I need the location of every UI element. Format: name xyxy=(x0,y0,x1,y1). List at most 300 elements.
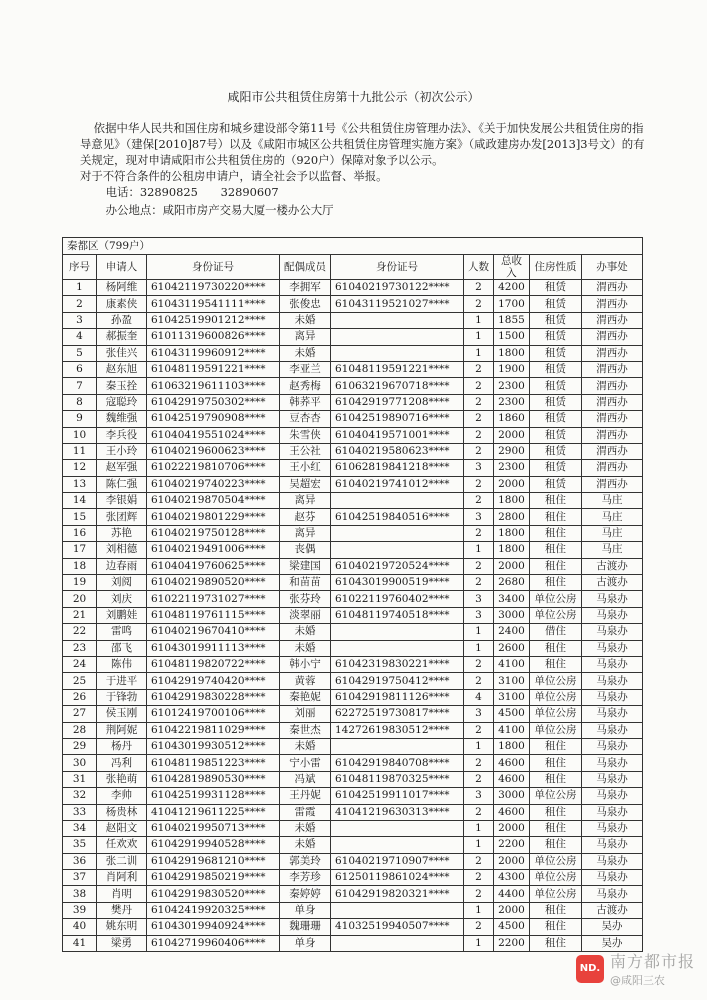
cell-seq: 19 xyxy=(63,575,97,591)
cell-seq: 9 xyxy=(63,411,97,427)
cell-housing-type: 单位公房 xyxy=(530,853,582,869)
cell-id-number: 61042419920325**** xyxy=(147,902,280,918)
cell-spouse: 赵芬 xyxy=(280,509,331,525)
cell-office: 马泉办 xyxy=(582,837,643,853)
cell-persons: 3 xyxy=(464,788,494,804)
cell-spouse: 离异 xyxy=(280,329,331,345)
cell-persons: 1 xyxy=(464,738,494,754)
cell-spouse: 刘丽 xyxy=(280,706,331,722)
cell-housing-type: 租住 xyxy=(530,558,582,574)
cell-spouse-id xyxy=(331,640,464,656)
cell-id-number: 61042919830228**** xyxy=(147,689,280,705)
cell-spouse: 梁建国 xyxy=(280,558,331,574)
cell-income: 1900 xyxy=(494,361,530,377)
cell-office: 渭西办 xyxy=(582,345,643,361)
cell-seq: 40 xyxy=(63,919,97,935)
cell-seq: 28 xyxy=(63,722,97,738)
cell-housing-type: 租赁 xyxy=(530,394,582,410)
cell-persons: 2 xyxy=(464,443,494,459)
district-label: 秦都区（799户） xyxy=(63,238,643,255)
cell-spouse-id: 61063219670718**** xyxy=(331,378,464,394)
cell-id-number: 61042719960406**** xyxy=(147,935,280,951)
cell-spouse: 冯斌 xyxy=(280,771,331,787)
cell-spouse: 未婚 xyxy=(280,312,331,328)
cell-persons: 1 xyxy=(464,624,494,640)
intro-paragraph: 依据中华人民共和国住房和城乡建设部令第11号《公共租赁住房管理办法》、《关于加快发展公共租赁住房的指导意见》（建保[2010]87号）以及《咸阳市城区公共租赁住房管理实施方案》（咸政建房办发[2013]3号文）的有关规定，现对申请咸阳市公共租赁住房的（920户）保障对象予以公示。 xyxy=(80,121,645,167)
cell-persons: 2 xyxy=(464,394,494,410)
cell-spouse-id xyxy=(331,820,464,836)
cell-housing-type: 租住 xyxy=(530,771,582,787)
table-row xyxy=(63,689,643,705)
cell-persons: 1 xyxy=(464,935,494,951)
cell-applicant: 侯玉刚 xyxy=(97,706,147,722)
cell-income: 4300 xyxy=(494,870,530,886)
cell-seq: 34 xyxy=(63,820,97,836)
cell-id-number: 61040219491006**** xyxy=(147,542,280,558)
cell-applicant: 张佳兴 xyxy=(97,345,147,361)
cell-applicant: 于锋勃 xyxy=(97,689,147,705)
cell-persons: 2 xyxy=(464,804,494,820)
cell-id-number: 61043019930512**** xyxy=(147,738,280,754)
cell-spouse-id: 61040419571001**** xyxy=(331,427,464,443)
cell-seq: 33 xyxy=(63,804,97,820)
table-row xyxy=(63,280,643,296)
intro-block xyxy=(80,120,650,218)
cell-housing-type: 租赁 xyxy=(530,296,582,312)
cell-spouse: 离异 xyxy=(280,493,331,509)
table-row xyxy=(63,591,643,607)
cell-spouse: 郭美玲 xyxy=(280,853,331,869)
cell-applicant: 郝振奎 xyxy=(97,329,147,345)
cell-applicant: 刘庆 xyxy=(97,591,147,607)
cell-spouse: 李亚兰 xyxy=(280,361,331,377)
cell-id-number: 61040219801229**** xyxy=(147,509,280,525)
cell-applicant: 邵飞 xyxy=(97,640,147,656)
cell-spouse: 未婚 xyxy=(280,738,331,754)
cell-seq: 3 xyxy=(63,312,97,328)
cell-applicant: 李帅 xyxy=(97,788,147,804)
cell-spouse-id: 61250119861024**** xyxy=(331,870,464,886)
cell-seq: 22 xyxy=(63,624,97,640)
cell-housing-type: 租赁 xyxy=(530,312,582,328)
cell-income: 3100 xyxy=(494,673,530,689)
cell-office: 马泉办 xyxy=(582,591,643,607)
cell-applicant: 梁勇 xyxy=(97,935,147,951)
cell-seq: 21 xyxy=(63,607,97,623)
header-id-number: 身份证号 xyxy=(147,255,280,280)
cell-spouse: 离异 xyxy=(280,525,331,541)
cell-persons: 3 xyxy=(464,591,494,607)
cell-applicant: 姚东明 xyxy=(97,919,147,935)
cell-applicant: 寇聪玲 xyxy=(97,394,147,410)
cell-id-number: 61042519901212**** xyxy=(147,312,280,328)
cell-spouse-id: 61040219710907**** xyxy=(331,853,464,869)
table-row xyxy=(63,394,643,410)
cell-seq: 38 xyxy=(63,886,97,902)
cell-income: 2000 xyxy=(494,427,530,443)
cell-applicant: 杨贵林 xyxy=(97,804,147,820)
cell-office: 渭西办 xyxy=(582,329,643,345)
cell-office: 古渡办 xyxy=(582,902,643,918)
cell-spouse-id: 41032519940507**** xyxy=(331,919,464,935)
cell-applicant: 康素侠 xyxy=(97,296,147,312)
cell-spouse-id: 61042919811126**** xyxy=(331,689,464,705)
header-office: 办事处 xyxy=(582,255,643,280)
cell-persons: 3 xyxy=(464,509,494,525)
cell-applicant: 张艳萌 xyxy=(97,771,147,787)
cell-persons: 2 xyxy=(464,427,494,443)
cell-applicant: 张二训 xyxy=(97,853,147,869)
cell-spouse-id xyxy=(331,493,464,509)
cell-income: 4400 xyxy=(494,886,530,902)
cell-persons: 2 xyxy=(464,525,494,541)
cell-seq: 1 xyxy=(63,280,97,296)
cell-persons: 1 xyxy=(464,640,494,656)
cell-id-number: 61040419551024**** xyxy=(147,427,280,443)
cell-income: 4600 xyxy=(494,755,530,771)
header-spouse-id: 身份证号 xyxy=(331,255,464,280)
cell-spouse-id: 61040219580623**** xyxy=(331,443,464,459)
cell-spouse: 魏珊珊 xyxy=(280,919,331,935)
cell-housing-type: 租赁 xyxy=(530,460,582,476)
cell-office: 马泉办 xyxy=(582,853,643,869)
cell-office: 古渡办 xyxy=(582,575,643,591)
cell-spouse: 宁小雷 xyxy=(280,755,331,771)
cell-applicant: 赵阳文 xyxy=(97,820,147,836)
cell-spouse: 张俊忠 xyxy=(280,296,331,312)
cell-applicant: 孙盈 xyxy=(97,312,147,328)
cell-id-number: 61022219810706**** xyxy=(147,460,280,476)
cell-id-number: 61042219811029**** xyxy=(147,722,280,738)
cell-spouse: 秦艳妮 xyxy=(280,689,331,705)
table-row xyxy=(63,361,643,377)
cell-id-number: 61043019911113**** xyxy=(147,640,280,656)
table-row xyxy=(63,312,643,328)
cell-spouse: 王公社 xyxy=(280,443,331,459)
cell-income: 2200 xyxy=(494,935,530,951)
cell-office: 渭西办 xyxy=(582,443,643,459)
cell-income: 1855 xyxy=(494,312,530,328)
cell-spouse: 秦婷婷 xyxy=(280,886,331,902)
cell-persons: 2 xyxy=(464,575,494,591)
watermark xyxy=(576,949,695,988)
cell-applicant: 刘阅 xyxy=(97,575,147,591)
watermark-brand: 南方都市报 xyxy=(609,952,695,971)
cell-office: 马庄 xyxy=(582,542,643,558)
cell-id-number: 41041219611225**** xyxy=(147,804,280,820)
table-row xyxy=(63,345,643,361)
cell-spouse-id: 41041219630313**** xyxy=(331,804,464,820)
cell-spouse: 李拥军 xyxy=(280,280,331,296)
cell-income: 4100 xyxy=(494,722,530,738)
cell-income: 2000 xyxy=(494,558,530,574)
cell-office: 马泉办 xyxy=(582,656,643,672)
cell-applicant: 杨阿维 xyxy=(97,280,147,296)
cell-id-number: 61022119731027**** xyxy=(147,591,280,607)
cell-applicant: 秦玉拴 xyxy=(97,378,147,394)
cell-housing-type: 租赁 xyxy=(530,345,582,361)
cell-spouse: 李芳珍 xyxy=(280,870,331,886)
cell-persons: 1 xyxy=(464,837,494,853)
cell-office: 马泉办 xyxy=(582,624,643,640)
cell-office: 吴办 xyxy=(582,935,643,951)
cell-spouse-id xyxy=(331,542,464,558)
table-row xyxy=(63,935,643,951)
table-row xyxy=(63,886,643,902)
table-row xyxy=(63,788,643,804)
cell-id-number: 61048119761115**** xyxy=(147,607,280,623)
cell-spouse-id: 61048119740518**** xyxy=(331,607,464,623)
cell-spouse-id: 61022119760402**** xyxy=(331,591,464,607)
cell-housing-type: 租赁 xyxy=(530,361,582,377)
cell-seq: 30 xyxy=(63,755,97,771)
cell-applicant: 魏维强 xyxy=(97,411,147,427)
table-row xyxy=(63,902,643,918)
cell-income: 4600 xyxy=(494,771,530,787)
cell-spouse-id: 61042319830221**** xyxy=(331,656,464,672)
cell-id-number: 61042819890530**** xyxy=(147,771,280,787)
cell-seq: 35 xyxy=(63,837,97,853)
cell-income: 4600 xyxy=(494,804,530,820)
cell-housing-type: 租赁 xyxy=(530,476,582,492)
cell-applicant: 樊丹 xyxy=(97,902,147,918)
table-row xyxy=(63,575,643,591)
table-row xyxy=(63,460,643,476)
cell-income: 1800 xyxy=(494,738,530,754)
cell-spouse: 淡翠丽 xyxy=(280,607,331,623)
cell-income: 1800 xyxy=(494,493,530,509)
cell-id-number: 61011319600826**** xyxy=(147,329,280,345)
cell-income: 1800 xyxy=(494,542,530,558)
cell-housing-type: 单位公房 xyxy=(530,886,582,902)
cell-spouse-id xyxy=(331,624,464,640)
cell-spouse: 和苗苗 xyxy=(280,575,331,591)
cell-office: 马泉办 xyxy=(582,673,643,689)
cell-income: 2000 xyxy=(494,853,530,869)
cell-office: 渭西办 xyxy=(582,378,643,394)
header-housing-type: 住房性质 xyxy=(530,255,582,280)
cell-applicant: 杨丹 xyxy=(97,738,147,754)
table-row xyxy=(63,706,643,722)
table-row xyxy=(63,673,643,689)
cell-seq: 5 xyxy=(63,345,97,361)
cell-spouse: 王小红 xyxy=(280,460,331,476)
cell-id-number: 61012419700106**** xyxy=(147,706,280,722)
cell-spouse-id xyxy=(331,329,464,345)
cell-persons: 2 xyxy=(464,476,494,492)
cell-spouse: 单身 xyxy=(280,902,331,918)
cell-income: 2680 xyxy=(494,575,530,591)
table-row xyxy=(63,804,643,820)
cell-housing-type: 借住 xyxy=(530,624,582,640)
cell-housing-type: 租住 xyxy=(530,935,582,951)
cell-office: 马泉办 xyxy=(582,804,643,820)
cell-spouse: 韩荞平 xyxy=(280,394,331,410)
cell-office: 马泉办 xyxy=(582,870,643,886)
cell-income: 1700 xyxy=(494,296,530,312)
cell-housing-type: 租住 xyxy=(530,640,582,656)
cell-office: 马泉办 xyxy=(582,755,643,771)
cell-applicant: 赵军强 xyxy=(97,460,147,476)
cell-id-number: 61040219950713**** xyxy=(147,820,280,836)
cell-spouse: 王丹妮 xyxy=(280,788,331,804)
table-row xyxy=(63,607,643,623)
cell-spouse: 未婚 xyxy=(280,820,331,836)
cell-persons: 1 xyxy=(464,902,494,918)
cell-seq: 25 xyxy=(63,673,97,689)
cell-housing-type: 租住 xyxy=(530,837,582,853)
cell-office: 马庄 xyxy=(582,509,643,525)
cell-office: 渭西办 xyxy=(582,427,643,443)
cell-spouse: 朱雪侠 xyxy=(280,427,331,443)
cell-office: 渭西办 xyxy=(582,394,643,410)
cell-id-number: 61042919940528**** xyxy=(147,837,280,853)
cell-spouse-id: 61040219720524**** xyxy=(331,558,464,574)
table-row xyxy=(63,493,643,509)
cell-id-number: 61043119541111**** xyxy=(147,296,280,312)
cell-applicant: 李兵役 xyxy=(97,427,147,443)
cell-housing-type: 租住 xyxy=(530,755,582,771)
cell-spouse-id xyxy=(331,312,464,328)
cell-office: 马泉办 xyxy=(582,607,643,623)
cell-spouse-id: 61042519840516**** xyxy=(331,509,464,525)
cell-spouse-id xyxy=(331,837,464,853)
cell-office: 马泉办 xyxy=(582,640,643,656)
table-row xyxy=(63,837,643,853)
cell-housing-type: 租住 xyxy=(530,542,582,558)
cell-spouse: 单身 xyxy=(280,935,331,951)
cell-office: 渭西办 xyxy=(582,361,643,377)
table-row xyxy=(63,820,643,836)
cell-seq: 2 xyxy=(63,296,97,312)
cell-applicant: 苏艳 xyxy=(97,525,147,541)
cell-spouse: 韩小宁 xyxy=(280,656,331,672)
cell-housing-type: 租住 xyxy=(530,509,582,525)
cell-persons: 2 xyxy=(464,673,494,689)
cell-persons: 1 xyxy=(464,345,494,361)
cell-income: 4500 xyxy=(494,919,530,935)
cell-seq: 31 xyxy=(63,771,97,787)
cell-housing-type: 租赁 xyxy=(530,378,582,394)
cell-spouse-id xyxy=(331,902,464,918)
cell-applicant: 荆阿妮 xyxy=(97,722,147,738)
cell-spouse: 未婚 xyxy=(280,640,331,656)
table-row xyxy=(63,853,643,869)
cell-seq: 11 xyxy=(63,443,97,459)
cell-income: 2600 xyxy=(494,640,530,656)
cell-income: 4200 xyxy=(494,280,530,296)
cell-office: 马庄 xyxy=(582,493,643,509)
table-row xyxy=(63,624,643,640)
cell-id-number: 61042519790908**** xyxy=(147,411,280,427)
cell-seq: 17 xyxy=(63,542,97,558)
cell-seq: 20 xyxy=(63,591,97,607)
cell-spouse: 未婚 xyxy=(280,345,331,361)
cell-id-number: 61042919681210**** xyxy=(147,853,280,869)
cell-persons: 2 xyxy=(464,771,494,787)
cell-housing-type: 单位公房 xyxy=(530,591,582,607)
table-row xyxy=(63,476,643,492)
cell-income: 2300 xyxy=(494,394,530,410)
cell-applicant: 李银娟 xyxy=(97,493,147,509)
cell-id-number: 61048119591221**** xyxy=(147,361,280,377)
cell-income: 4500 xyxy=(494,706,530,722)
cell-id-number: 61040219600623**** xyxy=(147,443,280,459)
cell-persons: 2 xyxy=(464,656,494,672)
cell-applicant: 任欢欢 xyxy=(97,837,147,853)
table-row xyxy=(63,870,643,886)
cell-seq: 32 xyxy=(63,788,97,804)
cell-income: 2000 xyxy=(494,476,530,492)
table-row xyxy=(63,296,643,312)
cell-housing-type: 单位公房 xyxy=(530,673,582,689)
cell-persons: 2 xyxy=(464,296,494,312)
cell-seq: 16 xyxy=(63,525,97,541)
cell-spouse-id: 61043019900519**** xyxy=(331,575,464,591)
cell-persons: 2 xyxy=(464,755,494,771)
cell-office: 马泉办 xyxy=(582,788,643,804)
cell-persons: 1 xyxy=(464,542,494,558)
cell-applicant: 王小玲 xyxy=(97,443,147,459)
cell-housing-type: 租住 xyxy=(530,493,582,509)
cell-office: 马庄 xyxy=(582,525,643,541)
cell-persons: 2 xyxy=(464,919,494,935)
cell-seq: 4 xyxy=(63,329,97,345)
table-row xyxy=(63,656,643,672)
cell-office: 渭西办 xyxy=(582,460,643,476)
cell-seq: 7 xyxy=(63,378,97,394)
cell-persons: 3 xyxy=(464,607,494,623)
cell-persons: 2 xyxy=(464,361,494,377)
cell-housing-type: 租赁 xyxy=(530,427,582,443)
table-row xyxy=(63,542,643,558)
cell-income: 1800 xyxy=(494,345,530,361)
cell-id-number: 61063219611103**** xyxy=(147,378,280,394)
table-row xyxy=(63,919,643,935)
intro-line-supervision: 对于不符合条件的公租房申请户，请全社会予以监督、举报。 xyxy=(80,169,388,183)
cell-office: 渭西办 xyxy=(582,411,643,427)
header-applicant: 申请人 xyxy=(97,255,147,280)
header-persons: 人数 xyxy=(464,255,494,280)
cell-income: 1500 xyxy=(494,329,530,345)
cell-persons: 3 xyxy=(464,460,494,476)
table-row xyxy=(63,427,643,443)
cell-id-number: 61040219750128**** xyxy=(147,525,280,541)
cell-income: 2300 xyxy=(494,378,530,394)
cell-applicant: 赵东旭 xyxy=(97,361,147,377)
cell-seq: 37 xyxy=(63,870,97,886)
cell-seq: 23 xyxy=(63,640,97,656)
cell-housing-type: 租住 xyxy=(530,804,582,820)
cell-persons: 2 xyxy=(464,886,494,902)
cell-seq: 10 xyxy=(63,427,97,443)
cell-housing-type: 单位公房 xyxy=(530,870,582,886)
cell-id-number: 61042519931128**** xyxy=(147,788,280,804)
cell-applicant: 陈仁强 xyxy=(97,476,147,492)
table-row xyxy=(63,722,643,738)
cell-seq: 12 xyxy=(63,460,97,476)
cell-seq: 24 xyxy=(63,656,97,672)
cell-housing-type: 租住 xyxy=(530,820,582,836)
cell-housing-type: 单位公房 xyxy=(530,689,582,705)
cell-id-number: 61042919750302**** xyxy=(147,394,280,410)
cell-income: 2000 xyxy=(494,902,530,918)
cell-spouse: 黄蓉 xyxy=(280,673,331,689)
cell-applicant: 冯利 xyxy=(97,755,147,771)
cell-seq: 18 xyxy=(63,558,97,574)
cell-housing-type: 租赁 xyxy=(530,443,582,459)
cell-persons: 1 xyxy=(464,820,494,836)
